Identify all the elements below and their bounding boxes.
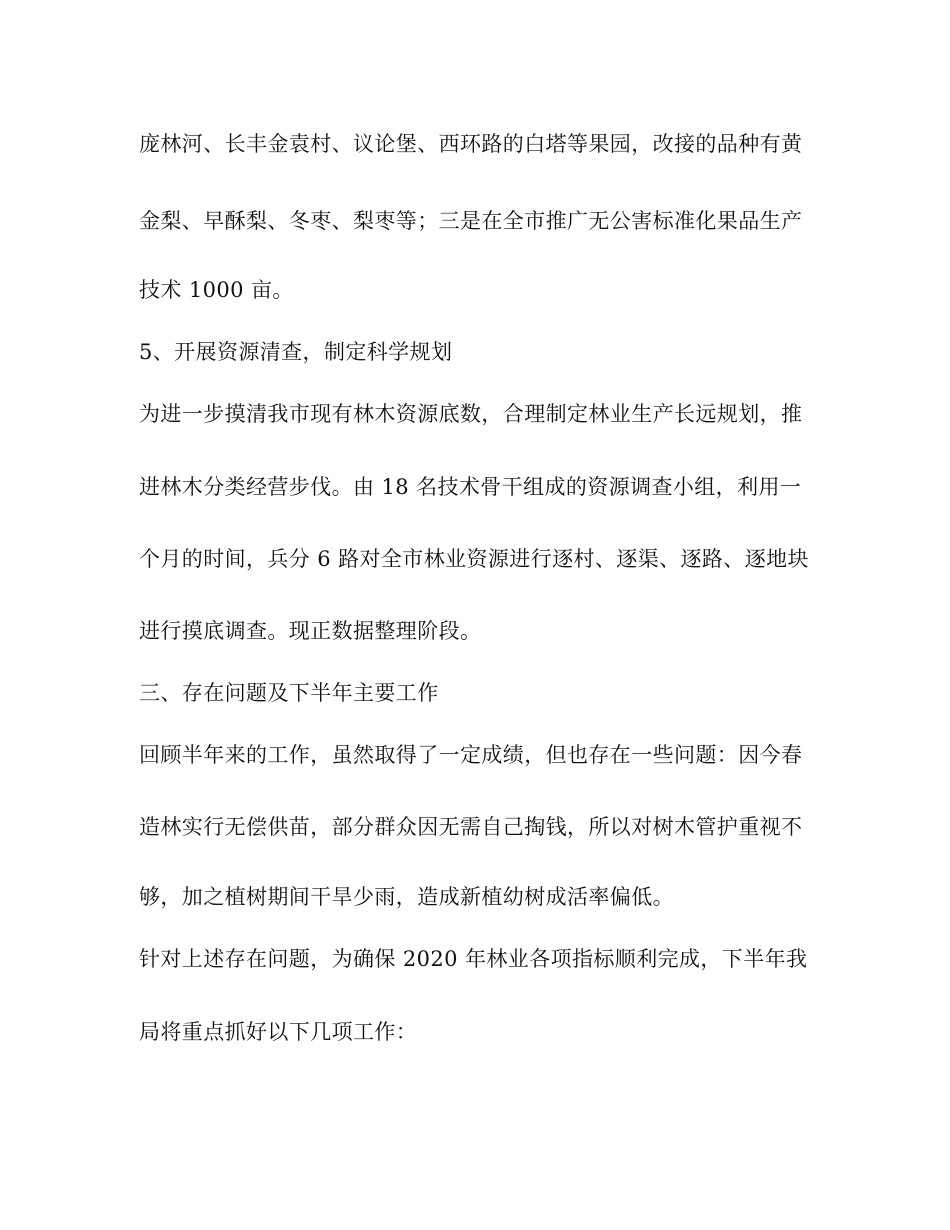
paragraph-1-line-3: 技术 1000 亩。 [139,278,294,302]
paragraph-2-line-3: 个月的时间，兵分 6 路对全市林业资源进行逐村、逐渠、逐路、逐地块 [139,547,809,571]
paragraph-4-line-1: 针对上述存在问题，为确保 2020 年林业各项指标顺利完成，下半年我 [139,947,808,971]
section-heading-3: 三、存在问题及下半年主要工作 [139,681,439,705]
section-heading-5: 5、开展资源清查，制定科学规划 [139,340,453,364]
paragraph-3-line-1: 回顾半年来的工作，虽然取得了一定成绩，但也存在一些问题：因今春 [139,743,803,767]
paragraph-4-line-2: 局将重点抓好以下几项工作： [139,1020,418,1044]
paragraph-3-line-2: 造林实行无偿供苗，部分群众因无需自己掏钱，所以对树木管护重视不 [139,815,803,839]
paragraph-3-line-3: 够，加之植树期间干旱少雨，造成新植幼树成活率偏低。 [139,885,674,909]
paragraph-2-line-1: 为进一步摸清我市现有林木资源底数，合理制定林业生产长远规划，推 [139,402,803,426]
paragraph-1-line-2: 金梨、早酥梨、冬枣、梨枣等；三是在全市推广无公害标准化果品生产 [139,209,803,233]
paragraph-1-line-1: 庞林河、长丰金袁村、议论堡、西环路的白塔等果园，改接的品种有黄 [139,132,803,156]
paragraph-2-line-4: 进行摸底调查。现正数据整理阶段。 [139,619,482,643]
paragraph-2-line-2: 进林木分类经营步伐。由 18 名技术骨干组成的资源调查小组，利用一 [139,475,802,499]
